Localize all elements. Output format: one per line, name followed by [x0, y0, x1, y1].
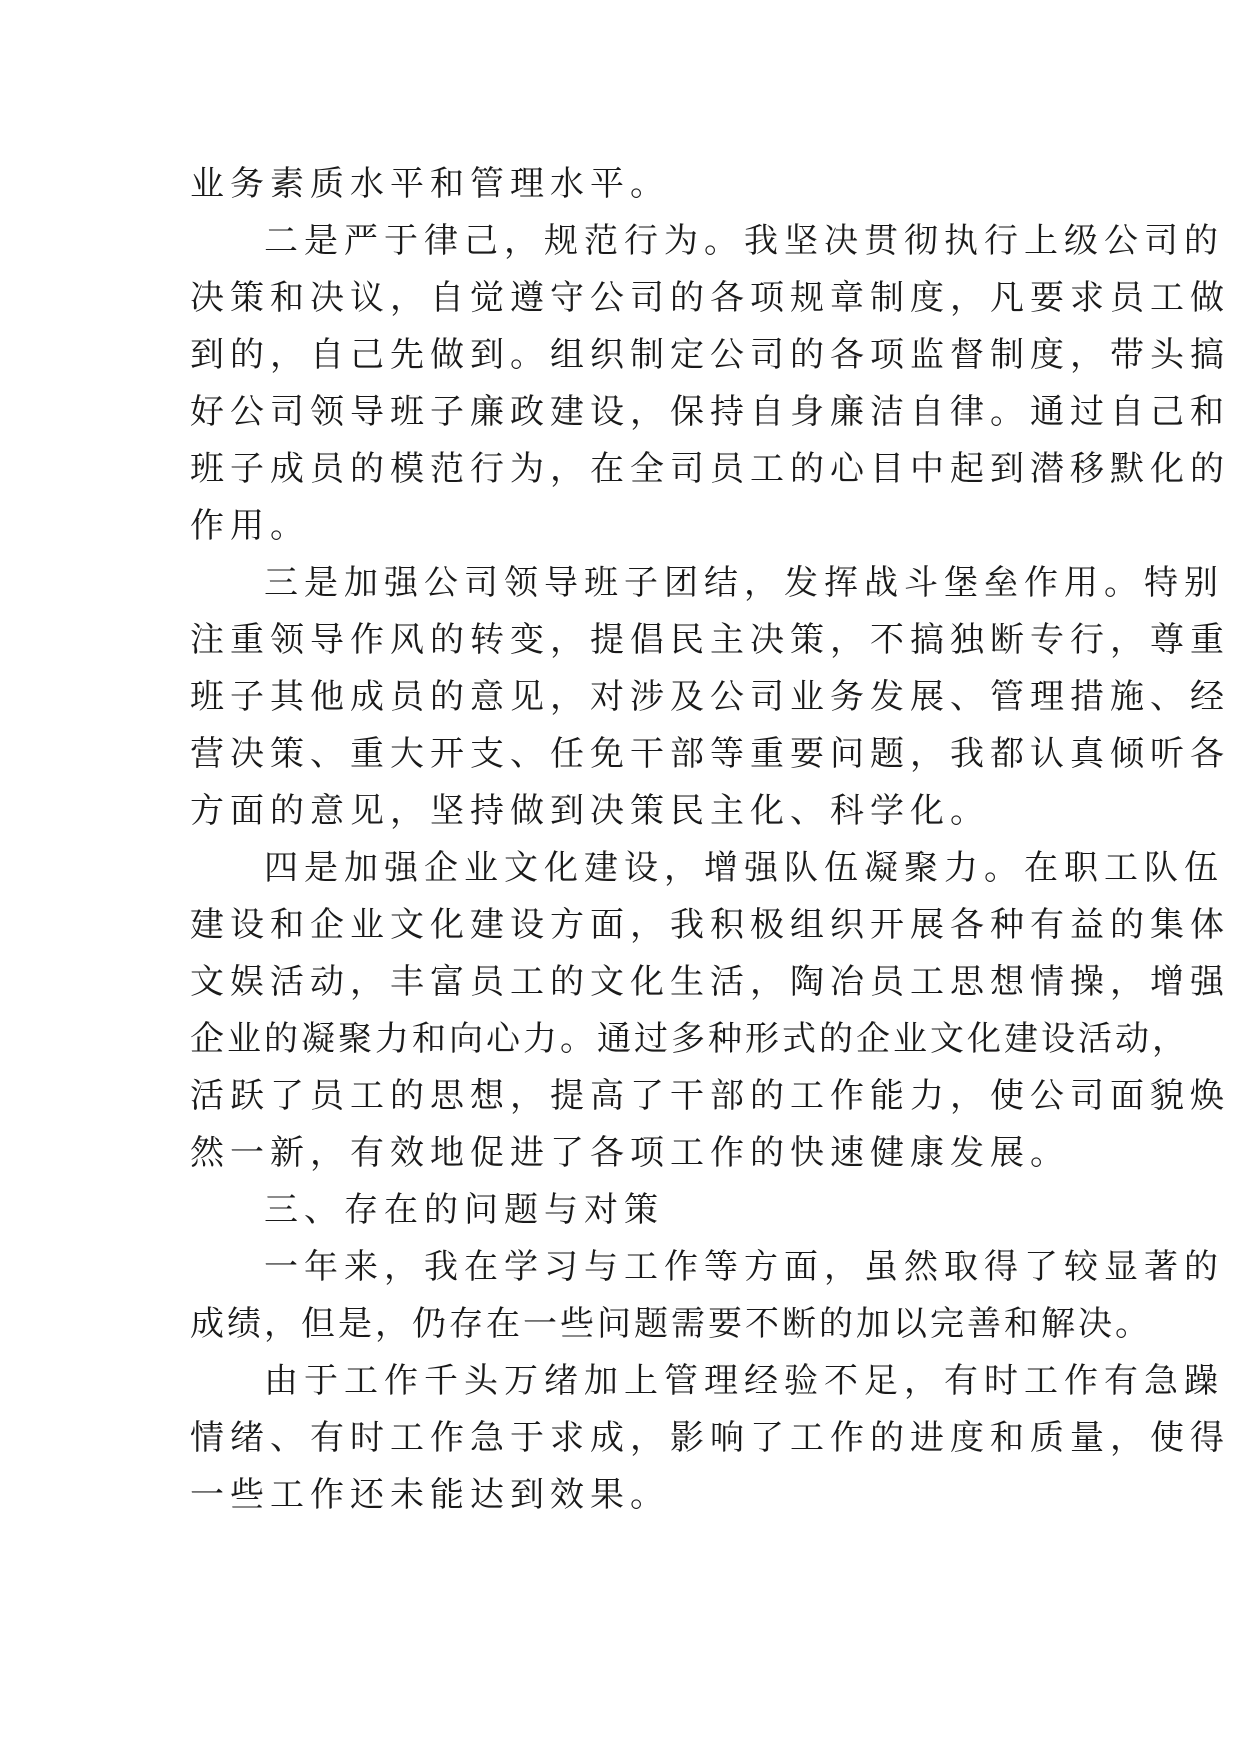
text-line: 注重领导作风的转变，提倡民主决策，不搞独断专行，尊重 — [190, 620, 1230, 660]
text-line: 到的，自己先做到。组织制定公司的各项监督制度，带头搞 — [190, 335, 1230, 375]
text-line: 作用。 — [190, 506, 310, 546]
text-line: 决策和决议，自觉遵守公司的各项规章制度，凡要求员工做 — [190, 278, 1230, 318]
text-line: 班子其他成员的意见，对涉及公司业务发展、管理措施、经 — [190, 677, 1230, 717]
text-line: 方面的意见，坚持做到决策民主化、科学化。 — [190, 791, 990, 831]
paragraph-start-line: 四是加强企业文化建设，增强队伍凝聚力。在职工队伍 — [264, 848, 1224, 888]
text-line: 活跃了员工的思想，提高了干部的工作能力，使公司面貌焕 — [190, 1076, 1230, 1116]
paragraph-start-line: 三是加强公司领导班子团结，发挥战斗堡垒作用。特别 — [264, 563, 1224, 603]
text-line: 成绩，但是，仍存在一些问题需要不断的加以完善和解决。 — [190, 1304, 1152, 1344]
paragraph-start-line: 二是严于律己，规范行为。我坚决贯彻执行上级公司的 — [264, 221, 1224, 261]
text-line: 业务素质水平和管理水平。 — [190, 164, 670, 204]
document-body — [190, 156, 1230, 1524]
text-line: 营决策、重大开支、任免干部等重要问题，我都认真倾听各 — [190, 734, 1230, 774]
text-line: 班子成员的模范行为，在全司员工的心目中起到潜移默化的 — [190, 449, 1230, 489]
text-line: 然一新，有效地促进了各项工作的快速健康发展。 — [190, 1133, 1070, 1173]
text-line: 企业的凝聚力和向心力。通过多种形式的企业文化建设活动， — [190, 1019, 1189, 1059]
text-line: 好公司领导班子廉政建设，保持自身廉洁自律。通过自己和 — [190, 392, 1230, 432]
section-heading: 三、存在的问题与对策 — [264, 1190, 664, 1230]
text-line: 建设和企业文化建设方面，我积极组织开展各种有益的集体 — [190, 905, 1230, 945]
paragraph-start-line: 一年来，我在学习与工作等方面，虽然取得了较显著的 — [264, 1247, 1224, 1287]
paragraph-start-line: 由于工作千头万绪加上管理经验不足，有时工作有急躁 — [264, 1361, 1224, 1401]
text-line: 一些工作还未能达到效果。 — [190, 1475, 670, 1515]
text-line: 文娱活动，丰富员工的文化生活，陶冶员工思想情操，增强 — [190, 962, 1230, 1002]
text-line: 情绪、有时工作急于求成，影响了工作的进度和质量，使得 — [190, 1418, 1230, 1458]
